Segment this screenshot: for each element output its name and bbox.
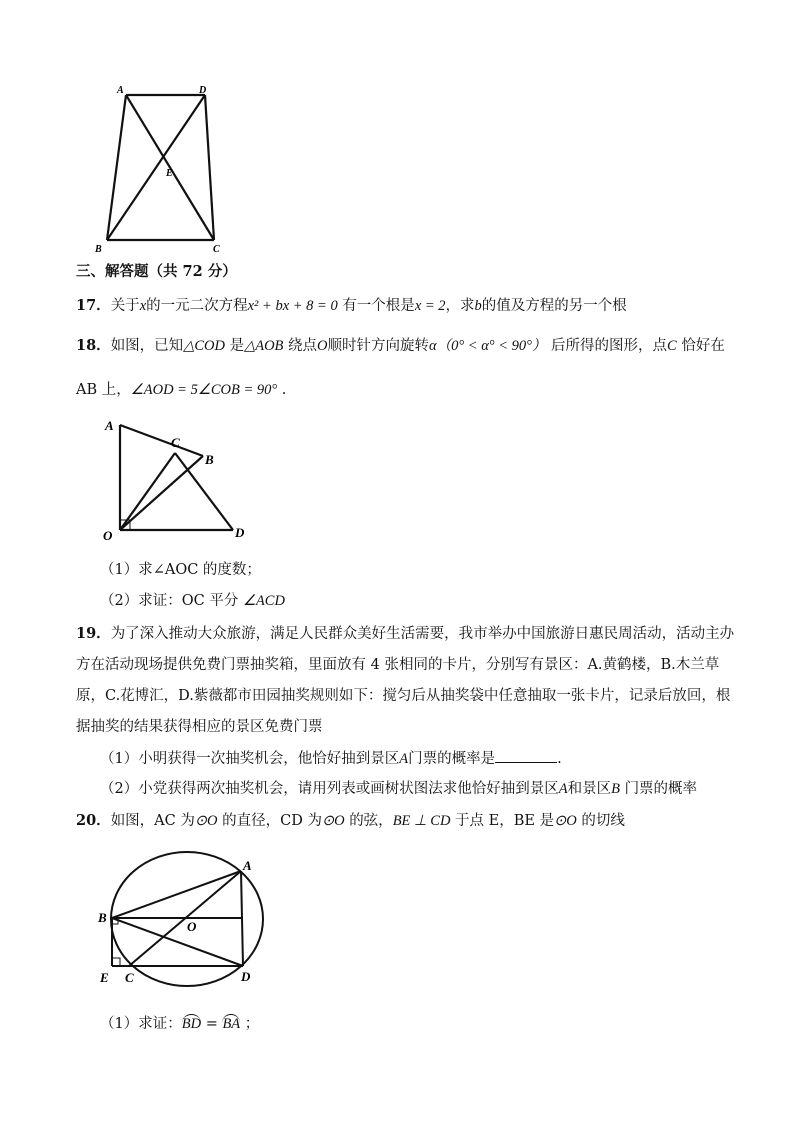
- q17-text-3: 有一个根是: [342, 298, 415, 314]
- q19-line1: 为了深入推动大众旅游，满足人民群众美好生活需要，我市举办中国旅游日惠民周活动，活动主办: [110, 626, 735, 642]
- question-18: [76, 336, 725, 356]
- q19-sub2-var1: A: [558, 781, 568, 797]
- q18-line2-a: AB 上，: [76, 382, 131, 398]
- q19-line2: 方在活动现场提供免费门票抽奖箱，里面放有 4 张相同的卡片，分别写有景区：A.黄鹤楼，B.木兰草: [76, 657, 720, 673]
- q18-sub2-a: （2）求证：OC 平分: [100, 593, 239, 609]
- q18-sub2-angle: ∠ACD: [242, 593, 285, 609]
- q19-line3: 原，C.花博汇，D.紫薇都市田园抽奖规则如下：搅匀后从抽奖袋中任意抽取一张卡片，记录后放回，根: [76, 688, 731, 704]
- q20-t1: 如图，AC 为: [110, 813, 195, 829]
- q17-var-x: x: [139, 298, 147, 314]
- q19-number: 19．: [76, 625, 111, 642]
- q18-text-c: 绕点: [288, 338, 318, 354]
- q20-circle-2: ⊙O: [321, 813, 345, 829]
- q20-t4: 于点 E，BE 是: [455, 813, 555, 829]
- label-c: C: [213, 244, 220, 255]
- fig2-label-b: B: [205, 452, 214, 467]
- q18-sub2: [100, 591, 285, 611]
- q20-number: 20．: [76, 812, 111, 829]
- q20-sub1: [100, 1014, 259, 1034]
- label-d: D: [199, 85, 207, 96]
- q18-sub1: （1）求∠AOC 的度数；: [100, 562, 261, 578]
- q20-sub1-a: （1）求证：: [100, 1016, 182, 1032]
- circle-figure: [95, 843, 275, 993]
- q20-t2: 的直径，CD 为: [222, 813, 322, 829]
- q18-number: 18．: [76, 337, 111, 354]
- q18-text-f: 恰好在: [681, 338, 725, 354]
- q17-number: 17．: [76, 297, 111, 314]
- q20-sub1-end: ；: [244, 1016, 260, 1032]
- q18-text-a: 如图，已知: [110, 338, 184, 354]
- q17-text-2: 的一元二次方程: [146, 298, 248, 314]
- q20-t5: 的切线: [581, 813, 625, 829]
- q19-sub2-a: （2）小党获得两次抽奖机会，请用列表或画树状图法求他恰好抽到景区: [100, 781, 559, 797]
- q20-circle-1: ⊙O: [194, 813, 218, 829]
- question-20: [76, 811, 625, 831]
- arc-bd: BD: [181, 1016, 202, 1032]
- q18-text-e: 后所得的图形，点: [551, 338, 668, 354]
- q17-text-1: 关于: [110, 298, 140, 314]
- q17-root: x = 2: [414, 298, 446, 314]
- fig2-label-o: O: [103, 528, 113, 543]
- q17-text-5: 的值及方程的另一个根: [481, 298, 627, 314]
- fig3-label-d: D: [241, 969, 251, 984]
- q17-var-b: b: [474, 298, 482, 314]
- q19-sub1: [100, 748, 562, 769]
- q20-sub1-eq: =: [205, 1016, 218, 1032]
- q20-perp: BE ⊥ CD: [392, 813, 451, 829]
- fig2-label-d: D: [235, 525, 245, 540]
- arc-ba: BA: [222, 1016, 241, 1032]
- q18-text-d: 顺时针方向旋转: [327, 338, 429, 354]
- q17-equation: x² + bx + 8 = 0: [247, 298, 338, 314]
- q20-circle-3: ⊙O: [554, 813, 577, 829]
- question-17: [76, 296, 627, 316]
- q19-sub2-b: 和景区: [567, 781, 612, 797]
- fig3-label-c: C: [125, 970, 134, 985]
- q18-point-o: O: [317, 338, 328, 354]
- q17-text-4: ，求: [445, 298, 475, 314]
- fig3-label-b: B: [98, 910, 107, 925]
- q18-point-c: C: [667, 338, 677, 354]
- q19-sub1-var: A: [399, 751, 409, 767]
- q18-angle-eq: ∠AOD = 5∠COB = 90°: [130, 382, 278, 398]
- question-18-line2: [76, 380, 286, 400]
- fig3-label-a: A: [243, 858, 252, 873]
- q18-tri-aob: △AOB: [244, 338, 284, 354]
- q18-text-b: 是: [229, 338, 245, 354]
- q19-sub1-a: （1）小明获得一次抽奖机会，他恰好抽到景区: [100, 751, 400, 767]
- q20-t3: 的弦，: [349, 813, 393, 829]
- trapezoid-figure: [90, 80, 240, 255]
- rotation-figure: [95, 413, 265, 543]
- q19-line4: 据抽奖的结果获得相应的景区免费门票: [76, 719, 323, 735]
- fig3-label-o: O: [187, 919, 197, 934]
- q19-sub1-b: 门票的概率是: [408, 751, 496, 767]
- fig3-label-e: E: [100, 970, 109, 985]
- q19-sub2: [100, 779, 697, 799]
- q19-sub2-c: 门票的概率: [624, 781, 698, 797]
- label-e: E: [166, 168, 173, 179]
- q19-sub1-end: .: [557, 751, 562, 767]
- label-a: A: [117, 85, 124, 96]
- question-19: [76, 624, 734, 644]
- q18-tri-cod: △COD: [183, 338, 225, 354]
- label-b: B: [95, 244, 102, 255]
- q18-line2-end: .: [281, 382, 287, 398]
- q18-alpha: α（0° < α° < 90°）: [429, 338, 547, 354]
- section-title: 三、解答题（共 72 分）: [76, 263, 237, 280]
- fig2-label-a: A: [105, 418, 114, 433]
- answer-blank[interactable]: [495, 748, 557, 763]
- fig2-label-c: C: [171, 435, 180, 450]
- q19-sub2-var2: B: [611, 781, 620, 797]
